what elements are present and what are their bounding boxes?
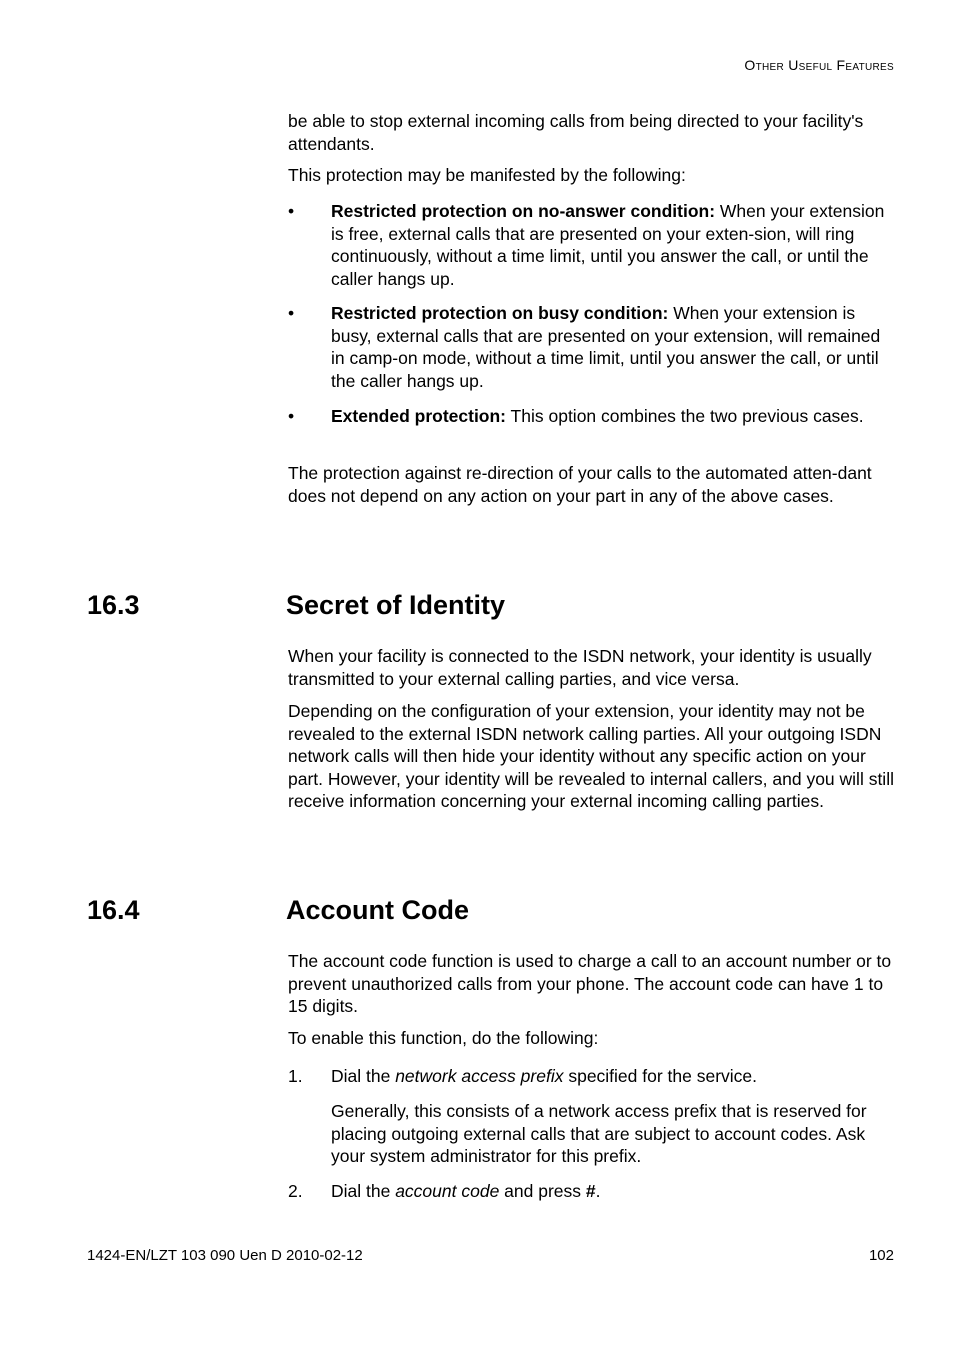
intro-paragraph-3: The protection against re-direction of your calls to the automated atten-dant does not depend on any action on your part in any of the above cases. <box>288 463 872 506</box>
bullet-term: Restricted protection on no-answer condition: <box>331 201 716 221</box>
account-paragraph-2: To enable this function, do the following: <box>288 1028 599 1048</box>
step-emphasis: network access prefix <box>395 1066 564 1086</box>
bullet-text: When your extension is busy, external calls that are presented on your extension, will remained in camp-on mode, without a time limit, until you answer the call, or until the caller hangs up. <box>331 303 881 391</box>
step-emphasis: account code <box>395 1181 500 1201</box>
step-text: Dial the <box>331 1066 396 1086</box>
step-number: 2. <box>288 1181 303 1201</box>
step-text: Dial the <box>331 1181 396 1201</box>
step-2 <box>331 1180 894 1203</box>
bullet-text: When your extension is free, external calls that are presented on your exten-sion, will ring continuously, without a time limit, until you answer the call, or until the caller hangs up. <box>331 201 885 289</box>
step-1-note: Generally, this consists of a network access prefix that is reserved for placing outgoing external calls that are subject to account codes. Ask your system administrator for this prefix. <box>331 1101 867 1166</box>
key-symbol: # <box>585 1181 596 1201</box>
bullet-marker: • <box>288 406 295 426</box>
intro-paragraph-2: This protection may be manifested by the following: <box>288 165 686 185</box>
section-title: Account Code <box>286 895 470 925</box>
bullet-term: Restricted protection on busy condition: <box>331 303 669 323</box>
bullet-item-extended <box>331 405 894 428</box>
page-number: 102 <box>868 1247 894 1264</box>
footer-doc-id: 1424-EN/LZT 103 090 Uen D 2010-02-12 <box>87 1247 363 1264</box>
identity-paragraph-2: Depending on the configuration of your extension, your identity may not be revealed to the external ISDN network calling parties. All your outgoing ISDN network calls will then hide your identity without any specific action on your part. However, your identity will be revealed to internal callers, and you will still receive information concerning your external incoming calling parties. <box>288 701 894 811</box>
step-text: and press <box>499 1181 586 1201</box>
bullet-text: This option combines the two previous cases. <box>506 406 864 426</box>
running-header: Other Useful Features <box>744 57 894 73</box>
bullet-marker: • <box>288 303 295 323</box>
bullet-item-busy <box>331 302 894 392</box>
identity-paragraph-1: When your facility is connected to the ISDN network, your identity is usually transmitted to your external calling parties, and vice versa. <box>288 646 872 689</box>
bullet-term: Extended protection: <box>331 406 507 426</box>
bullet-item-no-answer <box>331 200 894 290</box>
step-number: 1. <box>288 1066 303 1086</box>
step-1 <box>331 1065 894 1088</box>
section-title: Secret of Identity <box>286 590 506 620</box>
intro-paragraph-1: be able to stop external incoming calls from being directed to your facility's attendants. <box>288 111 864 154</box>
step-text: . <box>595 1181 601 1201</box>
section-number: 16.3 <box>87 590 140 620</box>
account-paragraph-1: The account code function is used to charge a call to an account number or to prevent unauthorized calls from your phone. The account code can have 1 to 15 digits. <box>288 951 892 1016</box>
step-text: specified for the service. <box>563 1066 758 1086</box>
bullet-marker: • <box>288 201 295 221</box>
section-number: 16.4 <box>87 895 140 925</box>
